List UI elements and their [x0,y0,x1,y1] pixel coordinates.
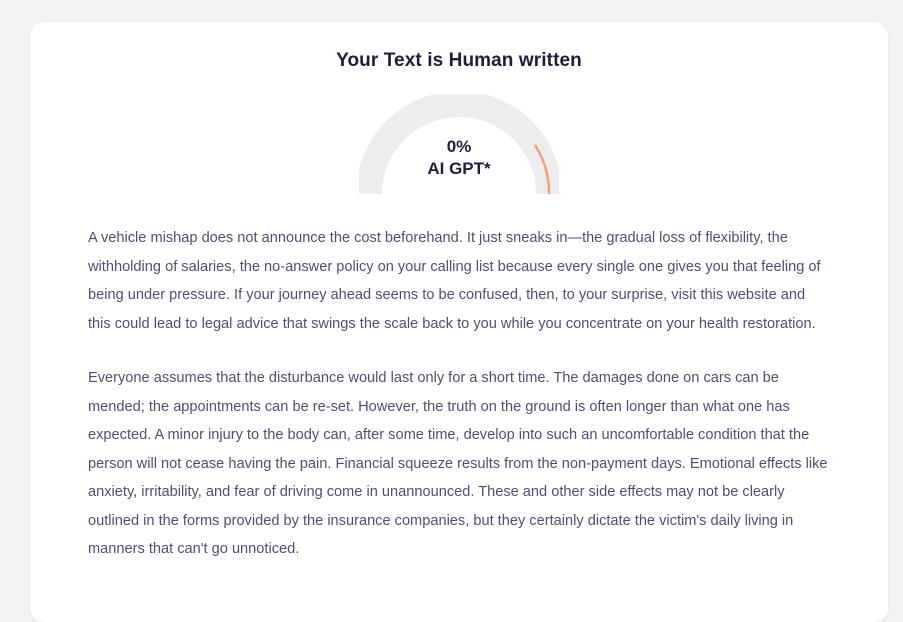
verdict-title: Your Text is Human written [336,50,582,71]
gauge-label-group [359,136,559,180]
ai-detection-result-card [30,22,888,622]
paragraph: A vehicle mishap does not announce the cost beforehand. It just sneaks in—the gradual loss of flexibility, the withholding of salaries, the no-answer policy on your calling list because every single one gives you that feeling of being under pressure. If your journey ahead seems to be confused, then, to your surprise, visit this website and this could lead to legal advice that swings the scale back to you while you concentrate on your health restoration. [88,230,821,332]
gauge-caption: AI GPT* [427,159,491,178]
ai-score-gauge [359,94,559,198]
gauge-percent-value: 0% [446,137,472,156]
paragraph: Everyone assumes that the disturbance would last only for a short time. The damages done on cars can be mended; the appointments can be re-set. However, the truth on the ground is often longer than what one has expected. A minor injury to the body can, after some time, develop into such an uncomfortable condition that the person will not cease having the pain. Financial squeeze results from the non-payment days. Emotional effects like anxiety, irritability, and fear of driving come in unannounced. These and other side effects may not be clearly outlined in the forms provided by the insurance companies, but they certainly dictate the victim's daily living in manners that can't go unnoticed. [88,370,828,557]
analyzed-text-body [30,198,888,564]
